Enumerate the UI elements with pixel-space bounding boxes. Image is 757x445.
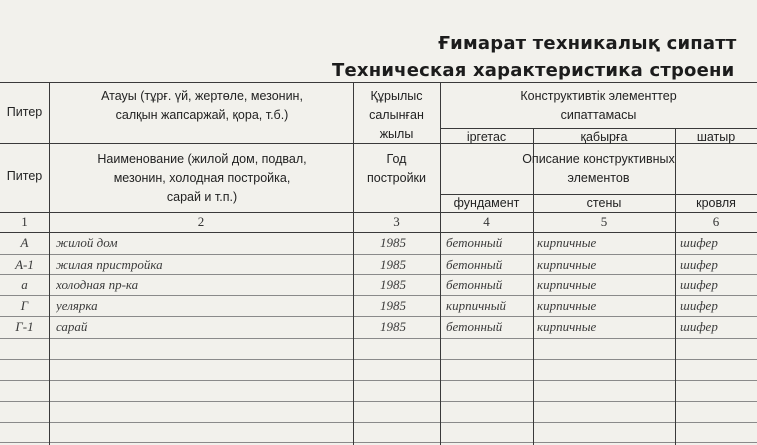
header-elements-kz-line2: сипаттамасы [560, 108, 637, 122]
table-row [0, 274, 757, 294]
row-walls: кирпичные [537, 257, 597, 272]
row-name: сарай [56, 319, 88, 334]
header-name-ru-line1: Наименование (жилой дом, подвал, [97, 152, 307, 166]
row-year: 1985 [380, 235, 406, 250]
header-name-ru-line2: мезонин, холодная постройка, [113, 171, 291, 185]
row-foundation: бетонный [446, 319, 503, 334]
header-walls-kz: қабырға [580, 130, 628, 144]
row-name: уелярка [56, 298, 98, 313]
row-liter: А-1 [15, 257, 34, 272]
header-walls-ru: стены [586, 196, 622, 210]
row-walls: кирпичные [537, 319, 597, 334]
row-roof: шифер [680, 277, 718, 292]
header-elements-kz-line1: Конструктивтік элементтер [520, 89, 677, 103]
row-year: 1985 [380, 319, 406, 334]
header-elements-ru-line1: Описание конструктивных [522, 152, 675, 166]
row-foundation: бетонный [446, 235, 503, 250]
title-russian: Техническая характеристика строени [332, 60, 735, 81]
row-roof: шифер [680, 235, 718, 250]
row-roof: шифер [680, 257, 718, 272]
title-kazakh: Ғимарат техникалық сипатт [438, 33, 737, 54]
header-year-kz-line2: салынған [369, 108, 424, 122]
row-walls: кирпичные [537, 235, 597, 250]
column-number-2: 2 [197, 214, 205, 229]
row-walls: кирпичные [537, 298, 597, 313]
header-liter-kz: Питер [6, 105, 43, 119]
header-roof-kz: шатыр [696, 130, 736, 144]
row-liter: Г-1 [15, 319, 34, 334]
row-roof: шифер [680, 298, 718, 313]
row-liter: Г [20, 298, 29, 313]
header-foundation-ru: фундамент [453, 196, 520, 210]
row-foundation: бетонный [446, 277, 503, 292]
header-year-ru-line1: Год [386, 152, 407, 166]
row-roof: шифер [680, 319, 718, 334]
table-row [0, 232, 757, 252]
row-foundation: бетонный [446, 257, 503, 272]
header-year-kz-line3: жылы [379, 127, 414, 141]
row-liter: а [21, 277, 28, 292]
row-name: жилой дом [56, 235, 118, 250]
table-row [0, 295, 757, 315]
column-number-5: 5 [600, 214, 608, 229]
row-name: холодная пр-ка [56, 277, 139, 292]
header-name-ru-line3: сарай и т.п.) [166, 190, 238, 204]
table-row [0, 254, 757, 274]
row-foundation: кирпичный [446, 298, 507, 313]
row-name: жилая пристройка [56, 257, 163, 272]
column-number-1: 1 [21, 214, 28, 229]
column-number-3: 3 [393, 214, 400, 229]
row-walls: кирпичные [537, 277, 597, 292]
header-year-kz-line1: Құрылыс [370, 89, 423, 103]
row-year: 1985 [380, 257, 406, 272]
header-year-ru-line2: постройки [366, 171, 427, 185]
header-foundation-kz: іргетас [466, 130, 507, 144]
row-year: 1985 [380, 277, 406, 292]
row-liter: А [20, 235, 29, 250]
header-elements-ru-line2: элементов [567, 171, 630, 185]
row-year: 1985 [380, 298, 406, 313]
header-name-kz-line2: салқын жапсаржай, қора, т.б.) [115, 108, 289, 122]
column-number-4: 4 [483, 214, 490, 229]
column-number-6: 6 [712, 214, 720, 229]
table-row [0, 316, 757, 336]
header-name-kz-line1: Атауы (тұрғ. үй, жертөле, мезонин, [101, 89, 303, 103]
header-roof-ru: кровля [696, 196, 736, 210]
header-liter-ru: Питер [6, 169, 43, 183]
